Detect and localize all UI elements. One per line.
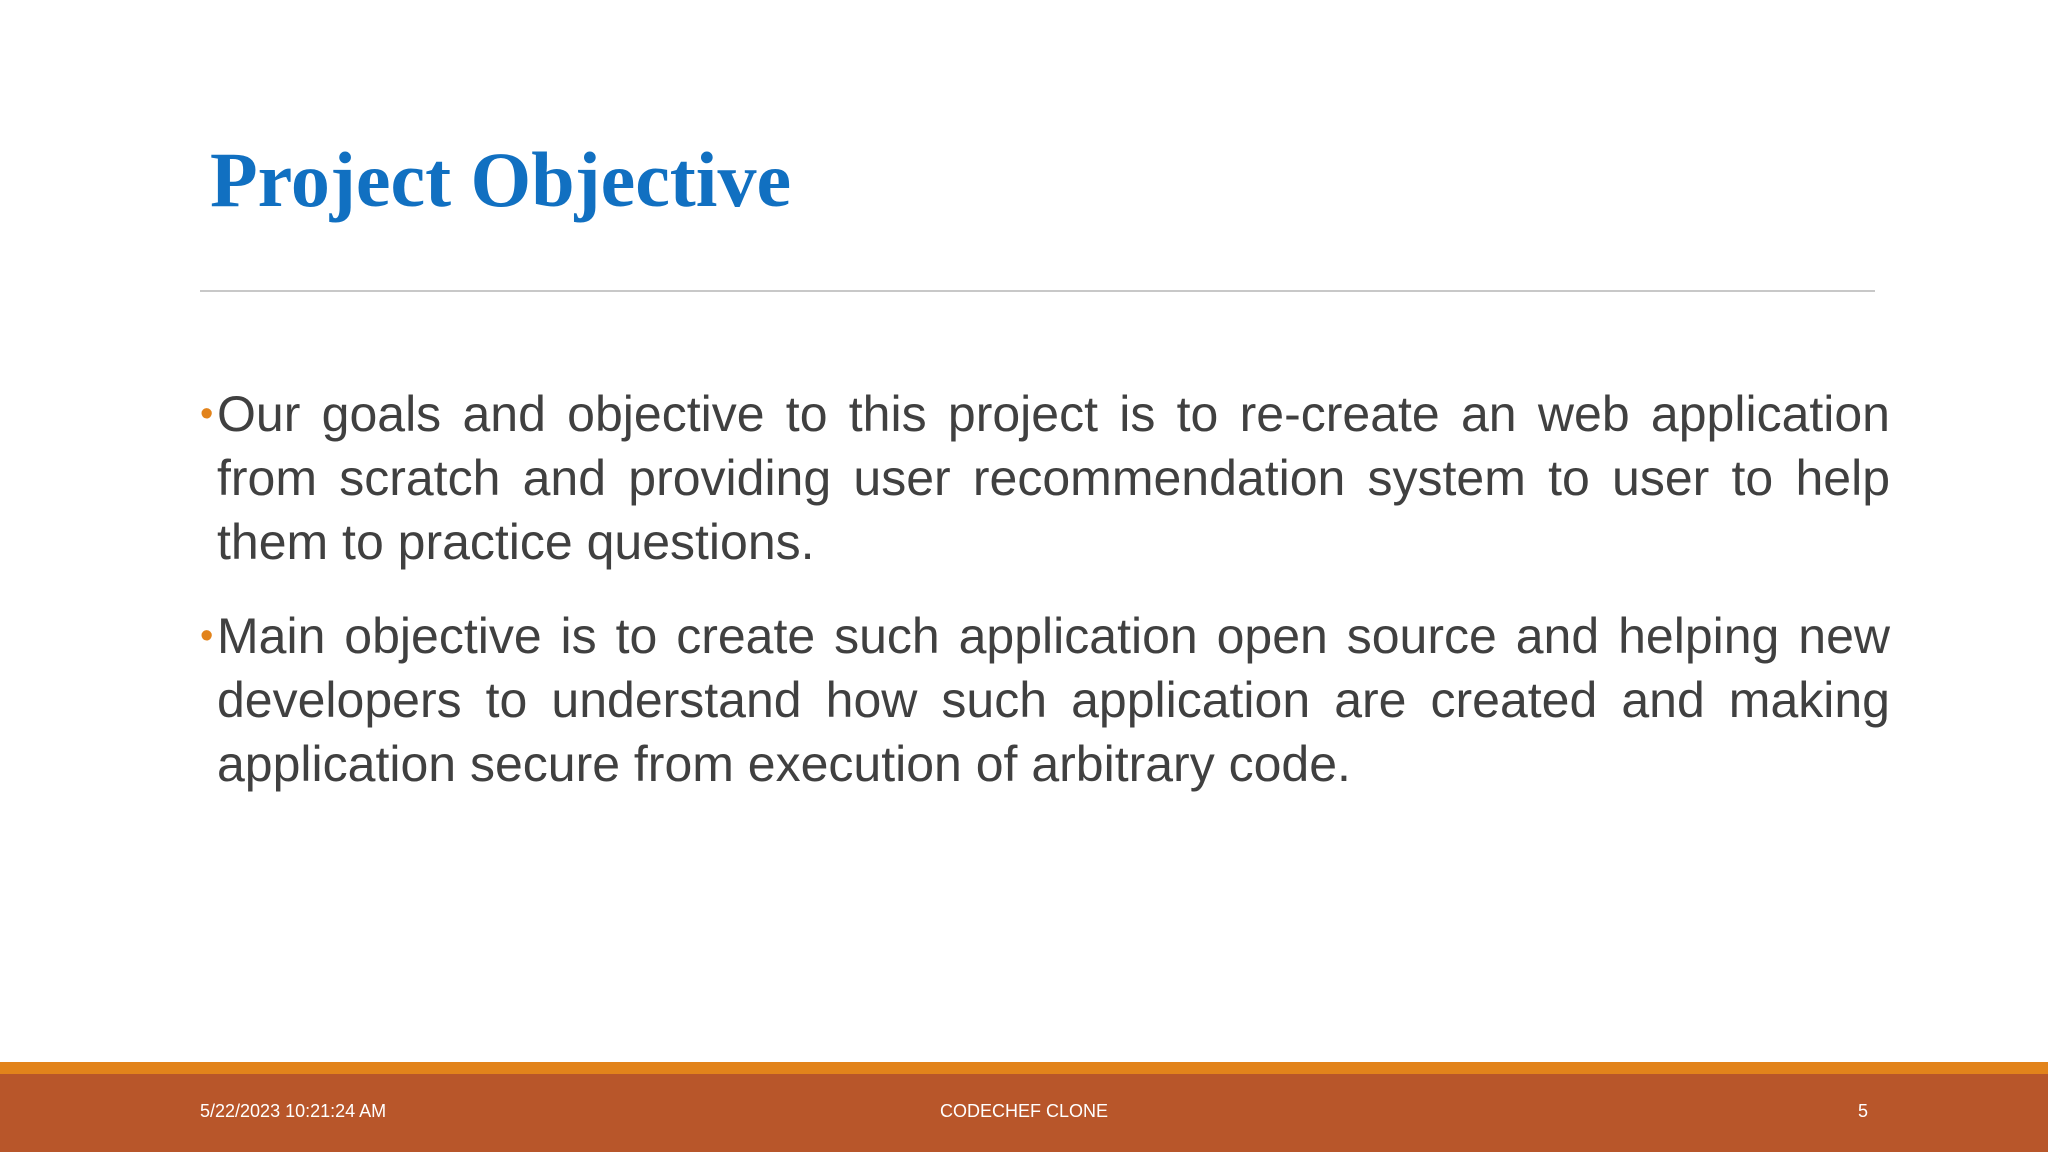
bullet-list [200, 382, 1890, 826]
bullet-item [200, 604, 1890, 796]
bullet-item [200, 382, 1890, 574]
bullet-text: Our goals and objective to this project is to re-create an web application from scratch and providing user recommendation system to user to help them to practice questions. [217, 386, 1890, 570]
slide-number: 5 [1857, 1101, 1868, 1121]
slide-title: Project Objective [210, 136, 792, 223]
footer-bar [0, 1074, 2048, 1152]
footer-date: 5/22/2023 10:21:24 AM [200, 1101, 387, 1121]
footer-accent-stripe [0, 1062, 2048, 1074]
footer-presentation-title: CODECHEF CLONE [939, 1101, 1109, 1121]
bullet-marker-icon: • [200, 393, 214, 435]
bullet-text: Main objective is to create such application open source and helping new developers to understand how such application are created and making application secure from execution of arbitrary code. [217, 608, 1890, 792]
title-divider [200, 290, 1875, 292]
bullet-marker-icon: • [200, 615, 214, 657]
